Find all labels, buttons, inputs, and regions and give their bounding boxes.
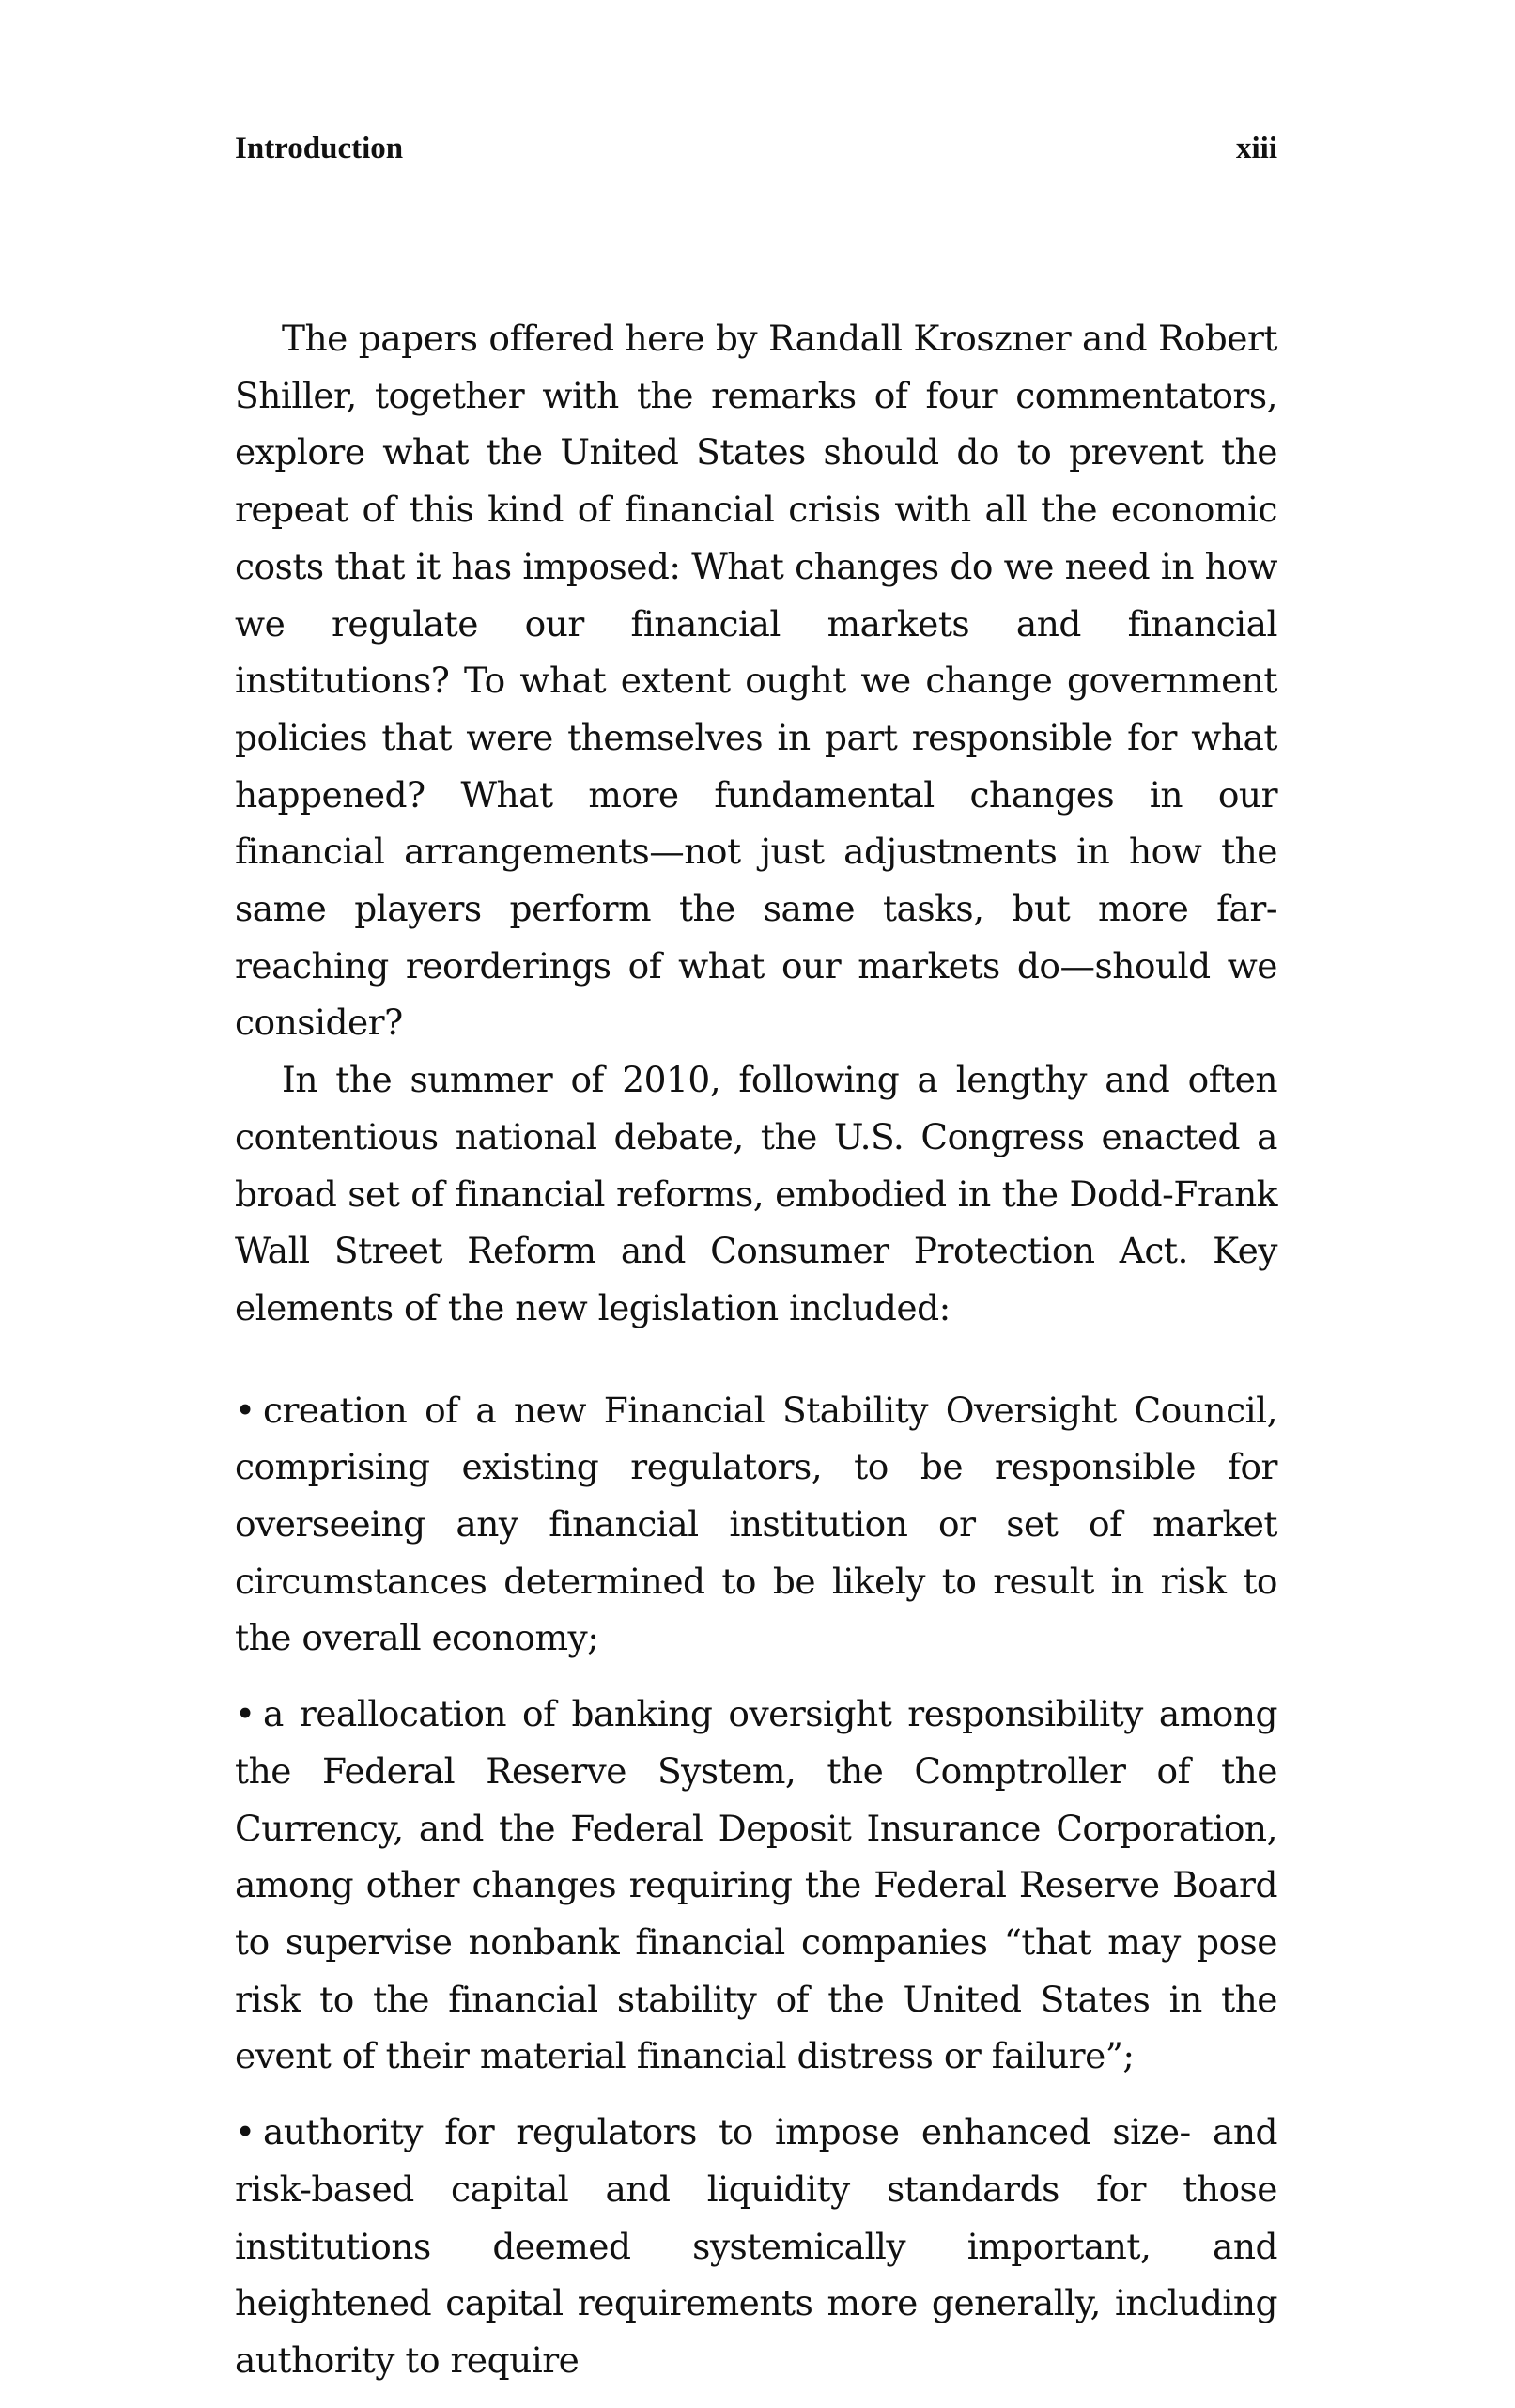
bullet-icon: • (235, 1389, 255, 1431)
legislation-elements-list (235, 1382, 1277, 2389)
list-item-text: authority for regulators to impose enhanced size- and risk-based capital and liquidity standards for those institutions deemed systemically important, and heightened capital requirements more generally, including authority to require (235, 2111, 1277, 2381)
list-item-text: creation of a new Financial Stability Oversight Council, comprising existing regulators, to be responsible for overseeing any financial institution or set of market circumstances determined to be likely to result in risk to the overall economy; (235, 1389, 1277, 1659)
bullet-icon: • (235, 2111, 255, 2153)
page-number: xiii (1235, 132, 1277, 165)
list-item-text: a reallocation of banking oversight responsibility among the Federal Reserve System, the Comptroller of the Currency, and the Federal Deposit Insurance Corporation, among other changes requiring the Federal Reserve Board to supervise nonbank financial companies “that may pose risk to the financial stability of the United States in the event of their material financial distress or failure”; (235, 1693, 1277, 2077)
book-page (235, 132, 1277, 2408)
running-head (235, 132, 1277, 188)
paragraph-dodd-frank: In the summer of 2010, following a lengthy and often contentious national debate, the U.S. Congress enacted a broad set of financial reforms, embodied in the Dodd-Frank Wall Street Reform and Consumer Protection Act. Key elements of the new legislation included: (235, 1059, 1277, 1328)
bullet-icon: • (235, 1693, 255, 1735)
list-item (235, 1382, 1277, 1668)
list-item (235, 1686, 1277, 2085)
list-item (235, 2104, 1277, 2389)
section-title: Introduction (235, 132, 404, 165)
paragraph-intro: The papers offered here by Randall Kroszner and Robert Shiller, together with the remarks of four commentators, explore what the United States should do to prevent the repeat of this kind of financial crisis with all the economic costs that it has imposed: What changes do we need in how we regulate our financial markets and financial institutions? To what extent ought we change government policies that were themselves in part responsible for what happened? What more fundamental changes in our financial arrangements—not just adjustments in how the same players perform the same tasks, but more far-reaching reorderings of what our markets do—should we consider? (235, 318, 1277, 1044)
body-text (235, 310, 1277, 2389)
